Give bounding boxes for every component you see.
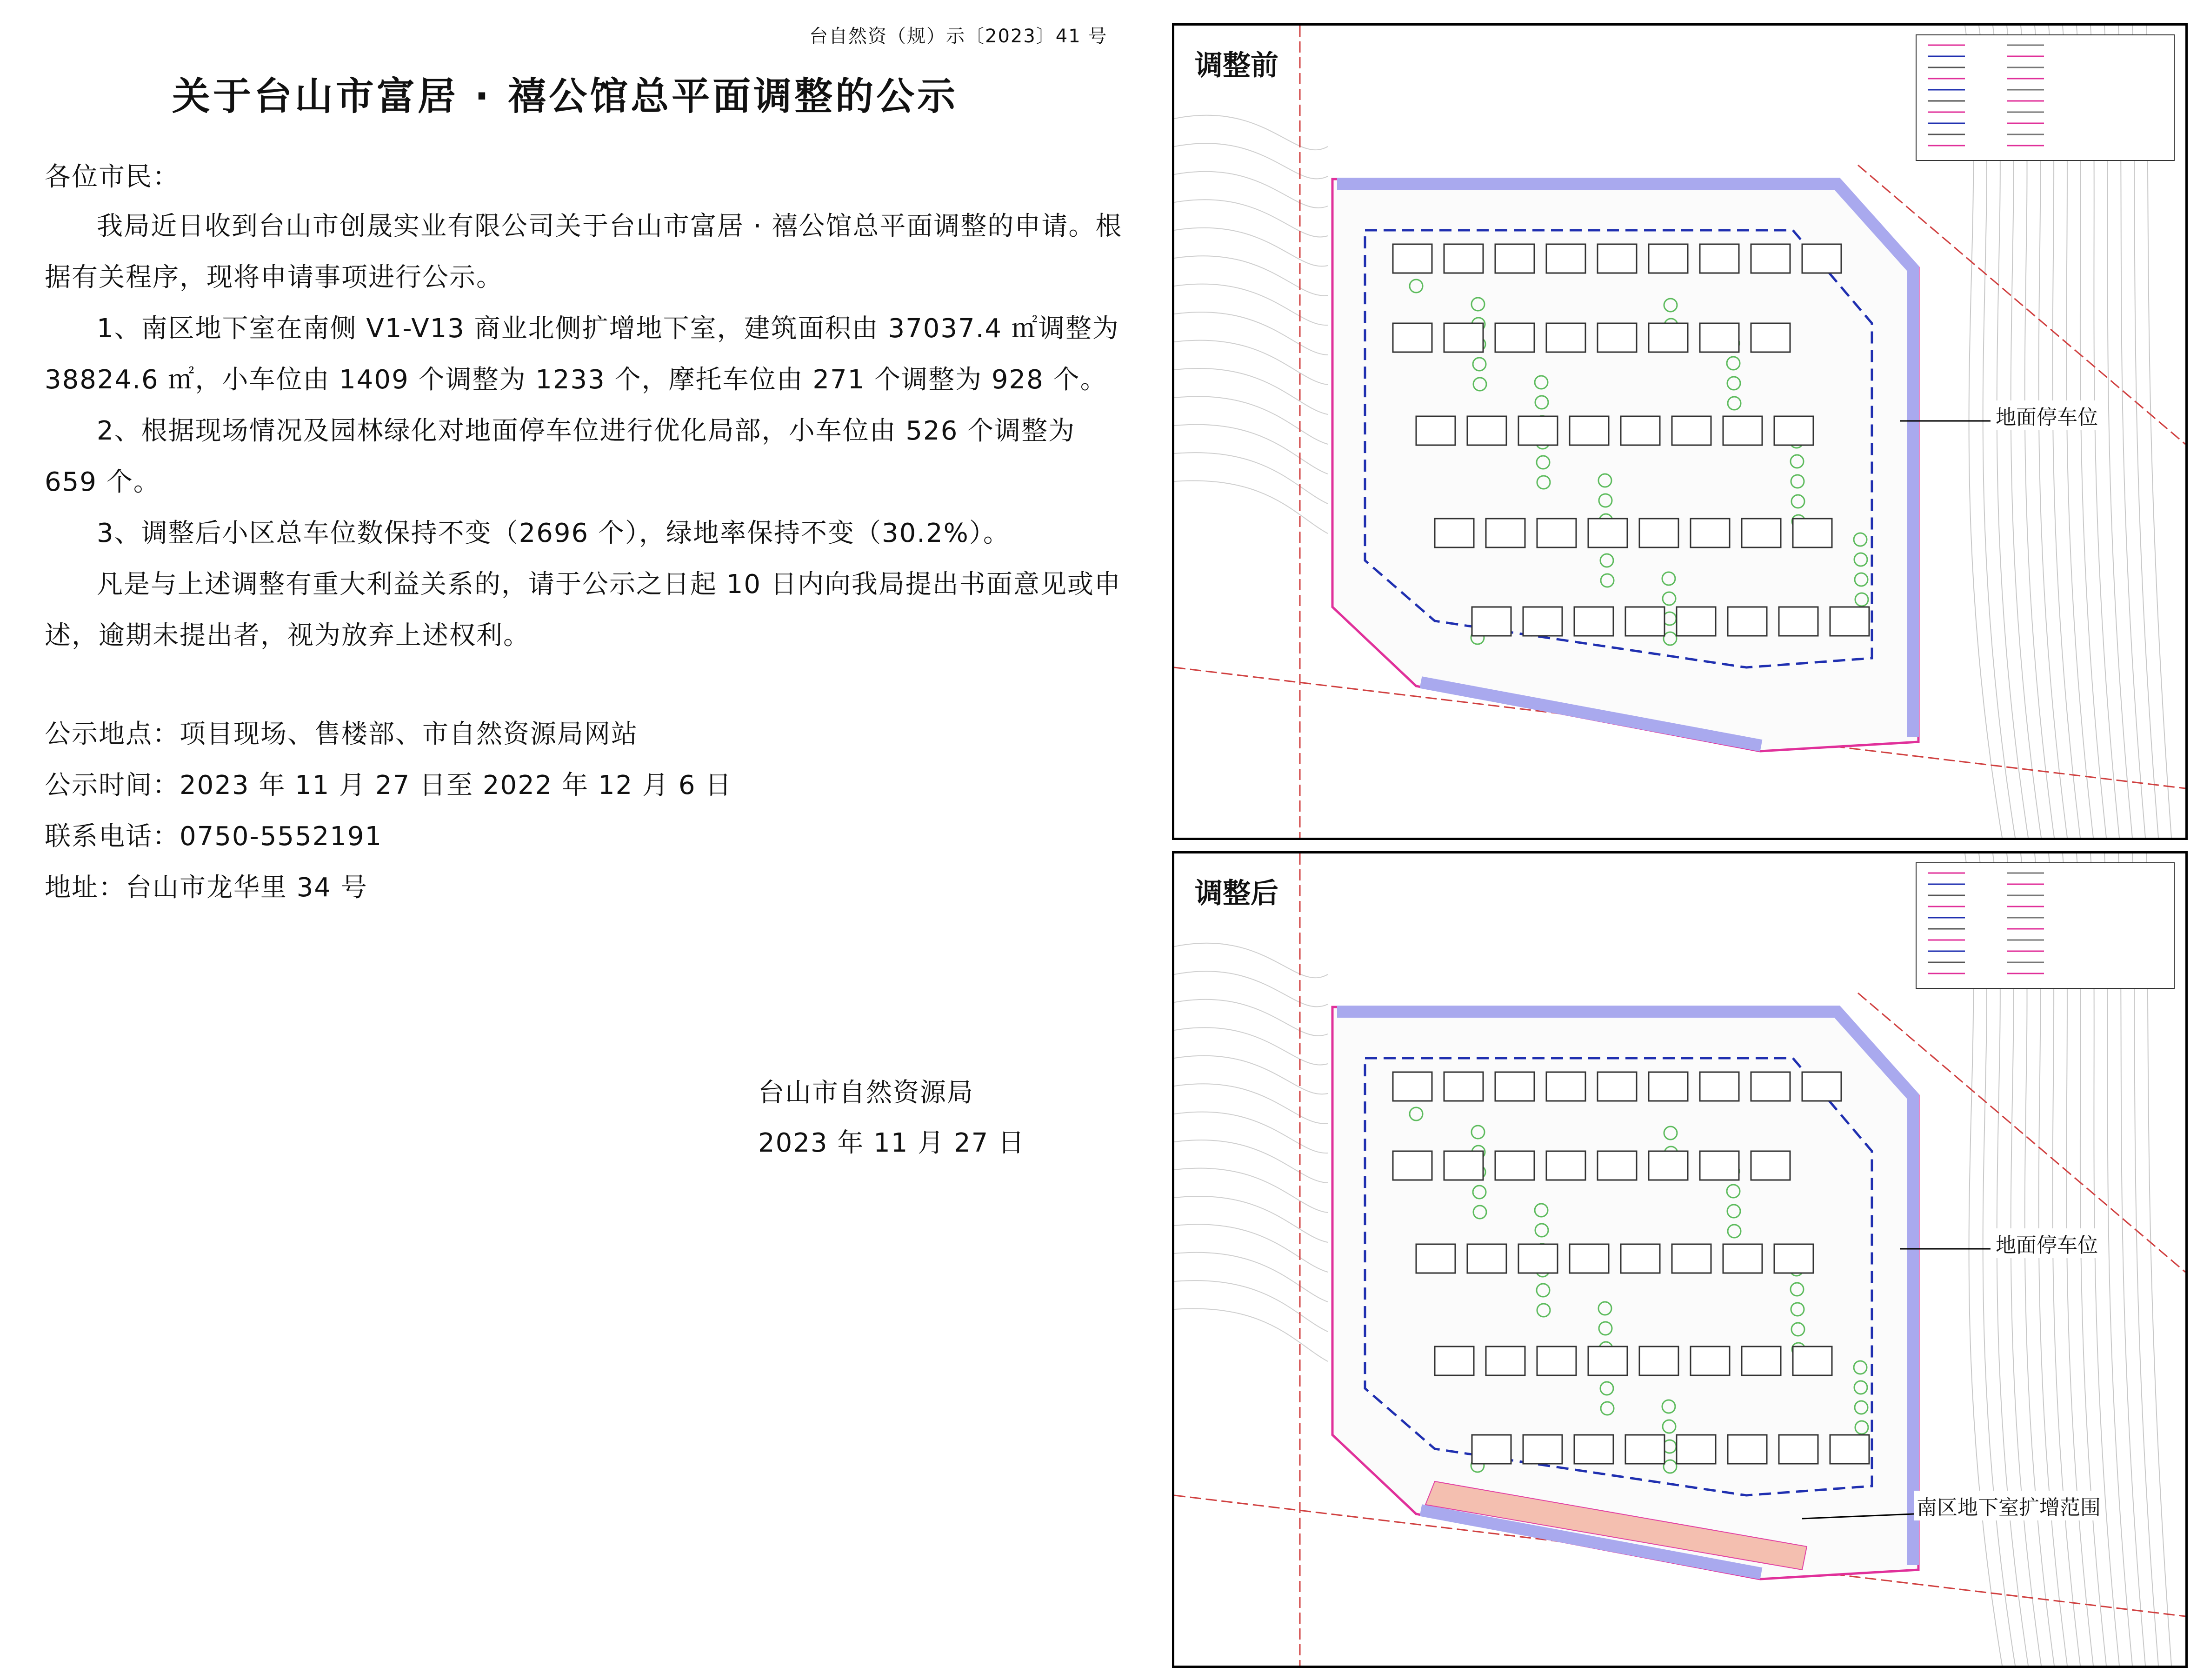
contour-line [1174,1253,1328,1302]
building-block [1537,1347,1576,1375]
building-block [1723,416,1762,445]
building-block [1393,1151,1432,1180]
callout-basement-expansion: 南区地下室扩增范围 [1914,1491,2104,1520]
building-block [1416,416,1455,445]
info-address: 地址：台山市龙华里 34 号 [45,873,368,903]
paragraph-objection: 凡是与上述调整有重大利益关系的，请于公示之日起 10 日内向我局提出书面意见或申述，逾期未提出者，视为放弃上述权利。 [45,569,1121,651]
building-block [1537,519,1576,547]
building-block [1574,1435,1613,1464]
building-block [1472,1435,1511,1464]
building-block [1495,1151,1534,1180]
building-block [1416,1244,1455,1273]
building-block [1672,416,1711,445]
site-plan-before-drawing [1174,26,2185,838]
building-block [1393,244,1432,273]
building-block [1793,1347,1832,1375]
building-block [1444,323,1483,352]
building-block [1523,607,1562,636]
building-block [1700,323,1739,352]
building-block [1751,244,1790,273]
contour-line [1174,425,1328,474]
building-block [1677,1435,1716,1464]
building-block [1472,607,1511,636]
site-plan-after [1172,851,2188,1668]
building-block [1830,1435,1869,1464]
document-number: 台自然资（规）示〔2023〕41 号 [809,26,1108,47]
building-block [1700,1072,1739,1101]
building-block [1774,416,1813,445]
info-time: 公示时间：2023 年 11 月 27 日至 2022 年 12 月 6 日 [45,770,732,800]
notice-body [45,201,1133,661]
building-block [1546,244,1585,273]
building-block [1546,1151,1585,1180]
info-phone: 联系电话：0750-5552191 [45,821,383,852]
building-block [1779,607,1818,636]
contour-line [1174,943,1328,978]
contour-line [1174,453,1328,504]
contour-line [1174,115,1328,150]
building-block [1742,519,1781,547]
page-title: 关于台山市富居 · 禧公馆总平面调整的公示 [172,74,959,119]
site-plan-before [1172,23,2188,840]
building-block [1639,1347,1678,1375]
building-block [1518,1244,1558,1273]
contour-line [1174,143,1328,179]
info-location: 公示地点：项目现场、售楼部、市自然资源局网站 [45,719,638,749]
notice-info [45,709,732,913]
contour-line [1174,1309,1328,1361]
contour-line [1174,1224,1328,1272]
building-block [1467,1244,1506,1273]
building-block [1723,1244,1762,1273]
building-block [1649,323,1688,352]
paragraph-intro: 我局近日收到台山市创晟实业有限公司关于台山市富居 · 禧公馆总平面调整的申请。根据有关程序，现将申请事项进行公示。 [45,211,1123,293]
paragraph-item-1: 1、南区地下室在南侧 V1-V13 商业北侧扩增地下室，建筑面积由 37037.4 ㎡调整为 38824.6 ㎡，小车位由 1409 个调整为 1233 个，摩托车位由 271 个调整为 928 个。 [45,313,1119,395]
building-block [1672,1244,1711,1273]
building-block [1574,607,1613,636]
contour-line [1174,1000,1328,1036]
building-block [1774,1244,1813,1273]
building-block [1830,607,1869,636]
paragraph-item-2: 2、根据现场情况及园林绿化对地面停车位进行优化局部，小车位由 526 个调整为 659 个。 [45,416,1076,497]
signature [758,1068,1025,1168]
building-block [1444,1151,1483,1180]
building-block [1639,519,1678,547]
building-block [1435,1347,1474,1375]
paragraph-item-3: 3、调整后小区总车位数保持不变（2696 个），绿地率保持不变（30.2%）。 [97,518,1010,548]
contour-line [1174,971,1328,1007]
contour-line [1174,172,1328,208]
building-block [1793,519,1832,547]
legend-box [1916,863,2174,988]
building-block [1435,519,1474,547]
building-block [1588,519,1627,547]
contour-line [1174,1280,1328,1332]
callout-ground-parking-after: 地面停车位 [1993,1228,2101,1258]
site-plan-after-drawing [1174,853,2185,1666]
building-block [1649,1072,1688,1101]
map-label-after: 调整后 [1195,877,1278,910]
building-block [1546,323,1585,352]
building-block [1621,1244,1660,1273]
building-block [1691,519,1730,547]
building-block [1677,607,1716,636]
building-block [1598,323,1637,352]
building-block [1621,416,1660,445]
building-block [1625,607,1664,636]
building-block [1518,416,1558,445]
building-block [1700,244,1739,273]
greeting: 各位市民： [45,162,180,192]
building-block [1467,416,1506,445]
callout-ground-parking-before: 地面停车位 [1993,400,2101,430]
building-block [1802,244,1841,273]
building-block [1751,1072,1790,1101]
building-block [1700,1151,1739,1180]
building-block [1546,1072,1585,1101]
building-block [1751,323,1790,352]
building-block [1802,1072,1841,1101]
building-block [1728,1435,1767,1464]
building-block [1728,607,1767,636]
legend-box [1916,35,2174,160]
building-block [1598,1151,1637,1180]
building-block [1649,244,1688,273]
building-block [1495,323,1534,352]
building-block [1779,1435,1818,1464]
building-block [1625,1435,1664,1464]
building-block [1649,1151,1688,1180]
building-block [1523,1435,1562,1464]
signature-org: 台山市自然资源局 [758,1078,974,1108]
contour-line [1174,481,1328,533]
building-block [1691,1347,1730,1375]
building-block [1393,323,1432,352]
map-label-before: 调整前 [1195,49,1278,82]
building-block [1588,1347,1627,1375]
building-block [1486,519,1525,547]
building-block [1495,1072,1534,1101]
building-block [1495,244,1534,273]
building-block [1570,1244,1609,1273]
building-block [1570,416,1609,445]
building-block [1742,1347,1781,1375]
signature-date: 2023 年 11 月 27 日 [758,1128,1025,1158]
building-block [1444,244,1483,273]
building-block [1751,1151,1790,1180]
building-block [1598,1072,1637,1101]
building-block [1444,1072,1483,1101]
building-block [1598,244,1637,273]
contour-line [1174,396,1328,444]
building-block [1393,1072,1432,1101]
building-block [1486,1347,1525,1375]
